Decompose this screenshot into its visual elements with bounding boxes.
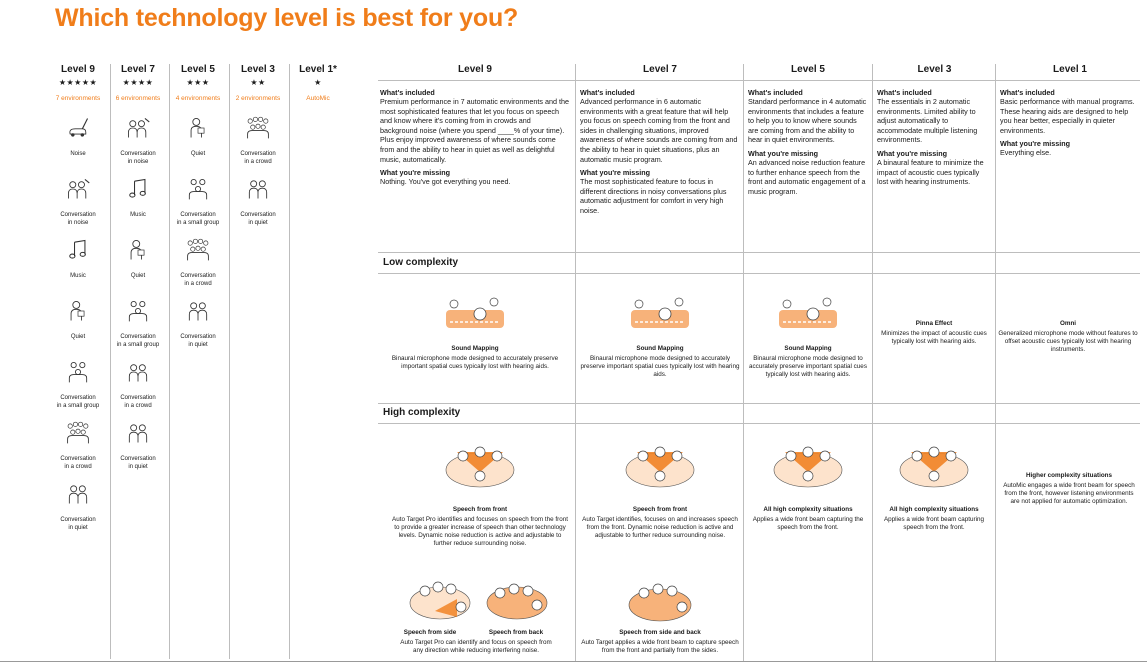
feature-card xyxy=(876,506,992,532)
missing-text: The most sophisticated feature to focus in different directions in noisy conversations plus automatic adjustment for comfort in very high noise. xyxy=(580,177,727,215)
level-heading: Level 1 xyxy=(1053,64,1087,75)
included-text: Basic performance with manual programs. These hearing aids are designed to help you hear better, especially in quieter environments. xyxy=(1000,97,1135,135)
star-rating: ★★★ xyxy=(186,78,210,87)
speech-side-back-desc: Auto Target Pro can identify and focus on speech from any direction while reducing interfering noise. xyxy=(400,639,552,654)
environment-item xyxy=(108,166,168,227)
quiet-person-icon xyxy=(65,296,91,331)
feature-title: Speech from front xyxy=(632,506,688,513)
environment-item xyxy=(48,227,108,288)
included-title: What's included xyxy=(1000,88,1055,97)
feature-card xyxy=(746,345,870,379)
feature-desc: Binaural microphone mode designed to accurately preserve important spatial cues typically lost with hearing aids. xyxy=(749,355,867,378)
level-detail-column xyxy=(748,64,868,196)
environment-label: Conversation in quiet xyxy=(240,212,276,226)
environment-item xyxy=(228,166,288,227)
sound-mapping-icon xyxy=(779,298,837,328)
environment-label: Quiet xyxy=(70,334,86,340)
feature-card xyxy=(385,345,565,371)
feature-desc: Auto Target identifies, focuses on and increases speech from the front. Dynamic noise reduction is active and adjustable to further reduce surrounding noise. xyxy=(582,516,738,539)
feature-title: Sound Mapping xyxy=(636,345,684,352)
environment-label: Music xyxy=(130,212,146,218)
environment-item xyxy=(48,471,108,532)
feature-desc: Applies a wide front beam capturing speech from the front. xyxy=(883,516,985,531)
speech-from-side-title: Speech from side xyxy=(403,629,457,636)
environment-label: Conversation in a crowd xyxy=(120,395,156,409)
environment-item xyxy=(108,105,168,166)
section-rule xyxy=(378,423,1140,424)
conversation-quiet-icon xyxy=(185,296,211,331)
environment-label: Conversation in noise xyxy=(120,151,156,165)
music-note-icon xyxy=(65,235,91,270)
divider xyxy=(872,64,873,661)
environment-item xyxy=(48,349,108,410)
star-rating: ★★★★ xyxy=(122,78,154,87)
missing-text: A binaural feature to minimize the impact of acoustic cues typically lost with hearing instruments. xyxy=(877,157,984,187)
star-rating: ★ xyxy=(314,78,322,87)
conversation-quiet-icon xyxy=(245,174,271,209)
environment-item xyxy=(48,166,108,227)
environment-label: Conversation in a crowd xyxy=(60,456,96,470)
small-group-icon xyxy=(125,296,151,331)
environment-item xyxy=(168,288,228,349)
feature-desc: Binaural microphone mode designed to accurately preserve important spatial cues typically lost with hearing aids. xyxy=(391,355,559,370)
feature-title: Sound Mapping xyxy=(784,345,832,352)
section-rule xyxy=(378,403,1140,404)
speech-from-back-title: Speech from back xyxy=(488,629,544,636)
divider xyxy=(995,64,996,661)
divider xyxy=(110,64,111,659)
small-group-icon xyxy=(65,357,91,392)
included-title: What's included xyxy=(877,88,932,97)
environment-item xyxy=(168,105,228,166)
environment-count: 2 environments xyxy=(235,95,281,102)
level-column xyxy=(228,64,288,227)
bottom-rule xyxy=(0,661,1147,662)
environment-label: Conversation in a crowd xyxy=(180,273,216,287)
feature-card xyxy=(1000,472,1138,506)
crowd-icon xyxy=(65,418,91,453)
sound-mapping-illustration xyxy=(625,292,695,341)
environment-count: 6 environments xyxy=(115,95,161,102)
level-column xyxy=(168,64,228,349)
missing-title: What you're missing xyxy=(748,148,819,158)
sound-mapping-icon xyxy=(631,298,689,328)
environment-label: Conversation in a crowd xyxy=(240,151,276,165)
feature-card xyxy=(998,320,1138,354)
feature-title: Omni xyxy=(1059,320,1077,327)
conversation-noise-icon xyxy=(65,174,91,209)
level-detail-column xyxy=(877,64,992,187)
level-heading: Level 7 xyxy=(643,64,677,75)
speech-side-and-back-illustration xyxy=(624,573,696,630)
level-heading: Level 9 xyxy=(458,64,492,75)
speech-side-and-back-desc: Auto Target applies a wide front beam to capture speech from the front and partially from the sides. xyxy=(581,639,739,654)
environment-count: AutoMic xyxy=(306,95,330,102)
environment-label: Conversation in quiet xyxy=(60,517,96,531)
feature-card xyxy=(876,320,992,346)
included-title: What's included xyxy=(748,88,803,97)
environment-count: 4 environments xyxy=(175,95,221,102)
divider xyxy=(169,64,170,659)
environment-label: Conversation in a small group xyxy=(56,395,100,409)
beam-illustration xyxy=(621,438,699,495)
low-complexity-heading: Low complexity xyxy=(383,257,459,268)
level-detail-column xyxy=(1000,64,1140,158)
divider xyxy=(743,64,744,661)
included-text: Premium performance in 7 automatic environments and the most sophisticated features that let you focus on speech and know where it's coming from in crowds and background noise (where you spend ____% of your time). Plus enjoy improved awareness of where sounds come from and the ability to hear in quiet as well as delightful music, automatically. xyxy=(380,97,569,164)
environment-label: Quiet xyxy=(130,273,146,279)
environment-label: Noise xyxy=(70,151,86,157)
environment-label: Conversation in quiet xyxy=(120,456,156,470)
feature-title: All high complexity situations xyxy=(763,506,853,513)
divider xyxy=(229,64,230,659)
feature-card xyxy=(390,506,570,548)
crowd-icon xyxy=(245,113,271,148)
included-text: The essentials in 2 automatic environments. Limited ability to adjust automatically to accommodate multiple listening environments. xyxy=(877,97,978,145)
feature-title: Sound Mapping xyxy=(451,345,499,352)
level-heading: Level 7 xyxy=(121,64,155,75)
feature-title: All high complexity situations xyxy=(889,506,979,513)
feature-title: Speech from front xyxy=(452,506,508,513)
group-scene-icon xyxy=(629,584,691,621)
level-heading: Level 9 xyxy=(61,64,95,75)
level-detail-column xyxy=(380,64,570,187)
feature-card xyxy=(578,345,742,379)
environment-label: Quiet xyxy=(190,151,206,157)
directional-beam-icon xyxy=(626,447,694,487)
missing-title: What you're missing xyxy=(877,148,948,158)
conversation-quiet-icon xyxy=(125,418,151,453)
speech-from-back-illustration xyxy=(482,571,552,628)
directional-beam-icon xyxy=(774,447,842,487)
environment-label: Music xyxy=(70,273,86,279)
sound-mapping-icon xyxy=(446,298,504,328)
missing-title: What you're missing xyxy=(1000,139,1071,149)
included-title: What's included xyxy=(380,88,435,97)
quiet-person-icon xyxy=(185,113,211,148)
environment-count: 7 environments xyxy=(55,95,101,102)
beam-illustration xyxy=(769,438,847,495)
feature-card xyxy=(748,506,868,532)
divider xyxy=(575,64,576,661)
small-group-icon xyxy=(185,174,211,209)
divider xyxy=(289,64,290,659)
speech-from-side-illustration xyxy=(405,571,475,628)
section-rule xyxy=(378,252,1140,253)
level-column xyxy=(288,64,348,105)
level-heading: Level 1* xyxy=(299,64,337,75)
section-rule xyxy=(378,273,1140,274)
directional-beam-icon xyxy=(900,447,968,487)
environment-label: Conversation in noise xyxy=(60,212,96,226)
missing-text: Nothing. You've got everything you need. xyxy=(380,177,511,187)
music-note-icon xyxy=(125,174,151,209)
feature-title: Pinna Effect xyxy=(915,320,953,327)
directional-beam-icon xyxy=(446,447,514,487)
level-heading: Level 5 xyxy=(181,64,215,75)
environment-item xyxy=(48,410,108,471)
feature-desc: Minimizes the impact of acoustic cues typically lost with hearing aids. xyxy=(881,330,987,345)
feature-card xyxy=(580,506,740,540)
feature-desc: Applies a wide front beam capturing the speech from the front. xyxy=(752,516,864,531)
environment-item xyxy=(108,227,168,288)
level-column xyxy=(108,64,168,471)
level-heading: Level 3 xyxy=(917,64,952,75)
group-scene-icon xyxy=(410,582,470,619)
level-heading: Level 3 xyxy=(241,64,275,75)
feature-desc: Auto Target Pro identifies and focuses on speech from the front to provide a greater increase of speech than other technology levels. Dynamic noise reduction is active and adjustable to further reduce surrounding noise. xyxy=(392,516,568,547)
level-detail-column xyxy=(580,64,740,216)
conversation-crowd-icon xyxy=(125,357,151,392)
group-scene-icon xyxy=(487,584,547,619)
included-text: Advanced performance in 6 automatic environments with a great feature that will help you focus on speech coming from the front and sides in challenging situations, improved awareness of where sounds are coming from and the ability to hear in quiet situations, plus an automatic music program. xyxy=(580,97,738,164)
star-rating: ★★★★★ xyxy=(58,78,98,87)
feature-desc: AutoMic engages a wide front beam for speech from the front, however listening environments are not applied for automatic optimization. xyxy=(1003,482,1135,505)
missing-text: An advanced noise reduction feature to further enhance speech from the front and automatic engagement of a music program. xyxy=(748,157,866,196)
level-heading: Level 5 xyxy=(791,64,825,75)
environment-item xyxy=(108,349,168,410)
conversation-noise-icon xyxy=(125,113,151,148)
high-complexity-heading: High complexity xyxy=(383,407,461,418)
feature-desc: Generalized microphone mode without features to offset acoustic cues typically lost with hearing instruments. xyxy=(998,330,1138,353)
missing-title: What you're missing xyxy=(380,168,451,178)
environment-item xyxy=(108,288,168,349)
beam-illustration xyxy=(441,438,519,495)
beam-illustration xyxy=(895,438,973,495)
speech-side-and-back-title: Speech from side and back xyxy=(619,629,701,636)
environment-item xyxy=(228,105,288,166)
feature-title: Higher complexity situations xyxy=(1025,472,1113,479)
environment-item xyxy=(108,410,168,471)
quiet-person-icon xyxy=(125,235,151,270)
environment-label: Conversation in a small group xyxy=(176,212,220,226)
environment-item xyxy=(168,227,228,288)
feature-desc: Binaural microphone mode designed to accurately preserve important spatial cues typically lost with hearing aids. xyxy=(580,355,740,378)
sound-mapping-illustration xyxy=(440,292,510,341)
included-title: What's included xyxy=(580,88,635,97)
missing-title: What you're missing xyxy=(580,168,651,178)
sound-mapping-illustration xyxy=(773,292,843,341)
environment-item xyxy=(48,288,108,349)
level-column xyxy=(48,64,108,532)
environment-label: Conversation in quiet xyxy=(180,334,216,348)
conversation-quiet-icon xyxy=(65,479,91,514)
vacuum-noise-icon xyxy=(65,113,91,148)
included-text: Standard performance in 4 automatic environments that includes a feature to help you to know where sounds are coming from and the ability to hear in quiet environments. xyxy=(748,97,867,145)
page-title: Which technology level is best for you? xyxy=(55,4,519,32)
environment-label: Conversation in a small group xyxy=(116,334,160,348)
environment-item xyxy=(168,166,228,227)
missing-text: Everything else. xyxy=(1000,148,1052,158)
environment-item xyxy=(48,105,108,166)
crowd-icon xyxy=(185,235,211,270)
star-rating: ★★ xyxy=(250,78,266,87)
